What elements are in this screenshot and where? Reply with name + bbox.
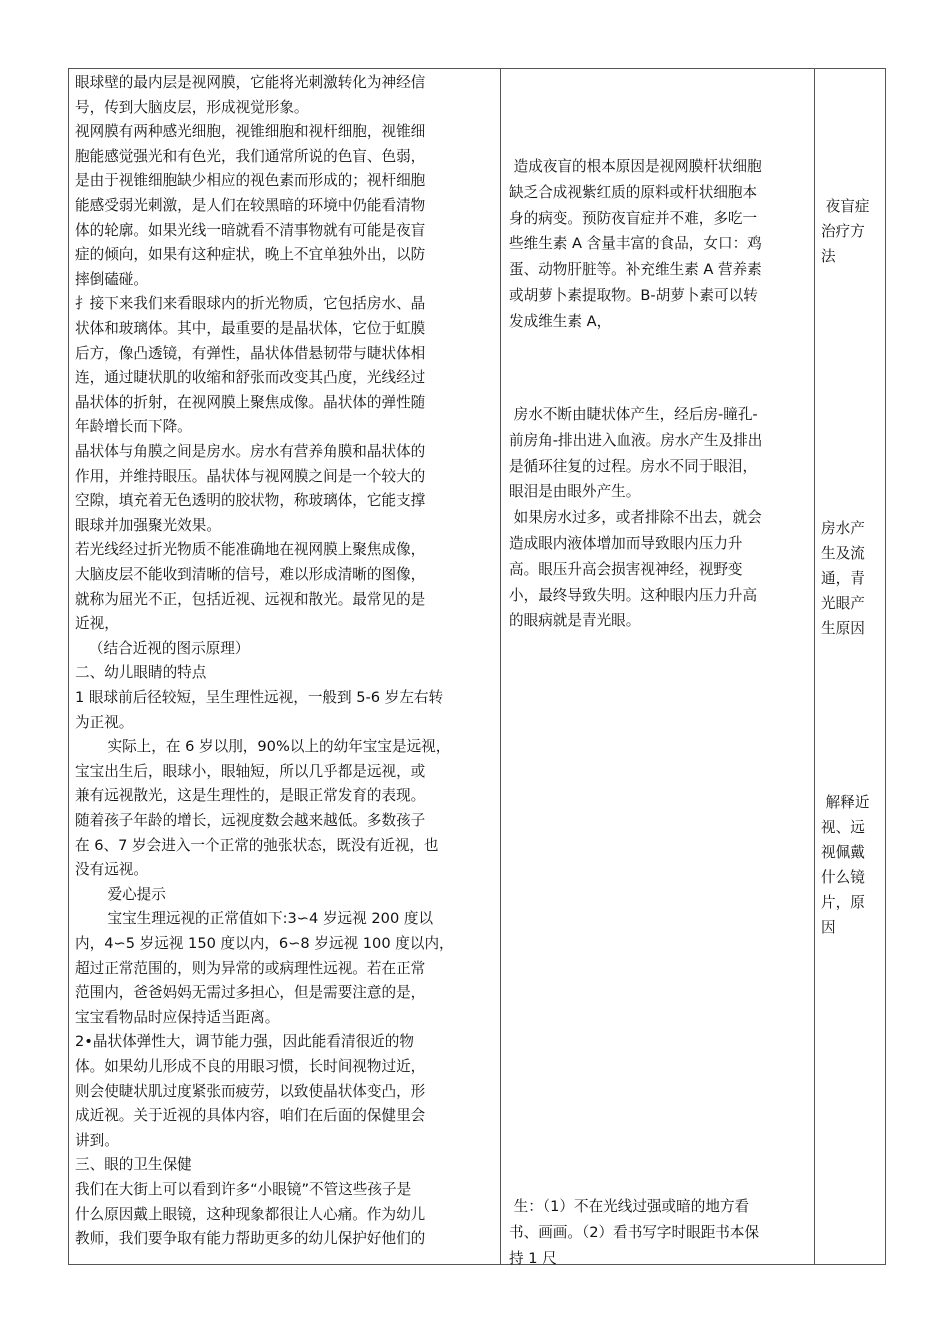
content-line: 讲到。 (75, 1131, 119, 1149)
activity-line: 些维生素 A 含量丰富的食品，女口：鸡 (509, 235, 762, 253)
content-line: 是由于视锥细胞缺少相应的视色素而形成的；视杆细胞 (75, 172, 426, 190)
activity-line: 书、画画。（2）看书写字时眼距书本保 (509, 1223, 760, 1241)
activity-line: 小，最终导致失明。这种眼内压力升高 (509, 586, 758, 604)
activity-line: 发成维生素 A， (509, 312, 612, 330)
content-line: 大脑皮层不能收到清晰的信号，难以形成清晰的图像， (75, 566, 426, 583)
content-line: 在 6、7 岁会进入一个正常的弛张状态，既没有近视，也 (75, 836, 439, 854)
content-line: 摔倒磕碰。 (75, 270, 148, 288)
content-line: 内，4∽5 岁远视 150 度以内，6∽8 岁远视 100 度以内， (75, 935, 454, 952)
content-line: 状体和玻璃体。其中，最重要的是晶状体，它位于虹膜 (75, 320, 426, 337)
intent-note: 生原因 (821, 620, 865, 637)
activity-line: 蛋、动物肝脏等。补充维生素 A 营养素 (509, 261, 762, 279)
activity-line: 是循环往复的过程。房水不同于眼泪， (509, 457, 758, 475)
content-line: 晶状体与角膜之间是房水。房水有营养角膜和晶状体的 (75, 443, 426, 460)
content-line: 体的轮廓。如果光线一暗就看不清事物就有可能是夜盲 (75, 221, 426, 239)
content-line: 扌接下来我们来看眼球内的折光物质，它包括房水、晶 (75, 295, 426, 313)
content-line: 随着孩子年龄的增长，远视度数会越来越低。多数孩子 (75, 812, 426, 829)
activity-line: 缺乏合成视紫红质的原料或杆状细胞本 (509, 183, 758, 201)
intent-note: 视、远 (821, 819, 865, 836)
content-column (69, 69, 501, 1264)
activity-line: 造成夜盲的根本原因是视网膜杆状细胞 (509, 158, 762, 175)
content-line: 超过正常范围的，则为异常的或病理性远视。若在正常 (75, 959, 426, 977)
intent-note: 视佩戴 (821, 844, 865, 861)
content-line: 若光线经过折光物质不能准确地在视网膜上聚焦成像， (75, 541, 426, 559)
activity-line: 前房角-排出进入血液。房水产生及排出 (509, 431, 763, 449)
activity-line: 房水不断由睫状体产生，经后房-瞳孔- (509, 406, 758, 423)
intent-note: 什么镜 (821, 869, 865, 886)
content-line: 二、幼儿眼睛的特点 (75, 664, 207, 682)
intent-note: 夜盲症 (821, 198, 870, 215)
intent-note: 房水产 (821, 520, 865, 537)
content-line: 近视， (75, 615, 119, 633)
activity-line: 身的病变。预防夜盲症并不难，多吃一 (509, 209, 758, 227)
content-line: 视网膜有两种感光细胞，视锥细胞和视杆细胞，视锥细 (75, 123, 426, 141)
activity-line: 持 1 尺 (509, 1249, 557, 1267)
content-line: 爱心提示 (75, 885, 166, 903)
activity-line: 眼泪是由眼外产生。 (509, 483, 641, 501)
intent-note: 因 (821, 919, 836, 936)
activity-line: 如果房水过多，或者排除不出去，就会 (509, 509, 762, 527)
content-line: 眼球壁的最内层是视网膜，它能将光刺激转化为神经信 (75, 74, 426, 91)
content-line: 眼球并加强聚光效果。 (75, 516, 221, 534)
content-line: 后方，像凸透镜，有弹性，晶状体借悬韧带与睫状体相 (75, 344, 426, 362)
intent-column (815, 69, 885, 1264)
intent-note: 解释近 (821, 794, 870, 811)
content-line: 作用，并维持眼压。晶状体与视网膜之间是一个较大的 (75, 467, 426, 485)
content-line: 晶状体的折射，在视网膜上聚焦成像。晶状体的弹性随 (75, 393, 426, 411)
content-line: 我们在大街上可以看到许多“小眼镜”不管这些孩子是 (75, 1181, 412, 1198)
content-line: 1 眼球前后径较短，呈生理性远视，一般到 5-6 岁左右转 (75, 689, 444, 706)
content-line: 实际上，在 6 岁以刖，90%以上的幼年宝宝是远视， (75, 738, 451, 756)
content-line: 胞能感觉强光和有色光，我们通常所说的色盲、色弱， (75, 147, 426, 165)
content-line: 连，通过睫状肌的收缩和舒张而改变其凸度，光线经过 (75, 369, 426, 387)
content-line: 宝宝生理远视的正常值如下:3∽4 岁远视 200 度以 (75, 910, 434, 928)
intent-note: 片，原 (821, 894, 865, 911)
content-line: 成近视。关于近视的具体内容，咱们在后面的保健里会 (75, 1107, 426, 1125)
intent-note: 治疗方 (821, 223, 865, 240)
content-line: 年龄增长而下降。 (75, 418, 192, 436)
content-line: 空隙，填充着无色透明的胶状物，称玻璃体，它能支撑 (75, 492, 426, 510)
content-line: 范围内，爸爸妈妈无需过多担心，但是需要注意的是， (75, 984, 426, 1002)
lesson-table (68, 68, 886, 1265)
content-line: 就称为屈光不正，包括近视、远视和散光。最常见的是 (75, 590, 426, 608)
activity-line: 造成眼内液体增加而导致眼内压力升 (509, 535, 743, 552)
content-line: 兼有远视散光，这是生理性的，是眼正常发育的表现。 (75, 787, 426, 805)
content-line: 症的倾向，如果有这种症状，晚上不宜单独外出，以防 (75, 246, 426, 264)
activity-line: 高。眼压升高会损害视神经，视野变 (509, 560, 743, 578)
intent-note: 通，青 (821, 570, 865, 587)
content-line: 则会使睫状肌过度紧张而疲劳，以致使晶状体变凸，形 (75, 1082, 426, 1100)
content-line: 教师，我们要争取有能力帮助更多的幼儿保护好他们的 (75, 1230, 426, 1248)
intent-note: 法 (821, 248, 836, 265)
content-line: 宝宝出生后，眼球小，眼轴短，所以几乎都是远视，或 (75, 762, 426, 780)
content-line: 号，传到大脑皮层，形成视觉形象。 (75, 98, 309, 116)
activity-line: 的眼病就是青光眼。 (509, 612, 641, 630)
intent-note: 生及流 (821, 545, 865, 562)
content-line: 什么原因戴上眼镜，这种现象都很让人心痛。作为幼儿 (75, 1205, 426, 1223)
content-line: 体。如果幼儿形成不良的用眼习惯，长时间视物过近， (75, 1058, 426, 1075)
content-line: 能感受弱光刺激，是人们在较黑暗的环境中仍能看清物 (75, 197, 426, 214)
content-line: 宝宝看物品时应保持适当距离。 (75, 1008, 280, 1026)
activity-column (501, 69, 815, 1267)
content-line: 没有远视。 (75, 861, 148, 879)
content-line: 2•晶状体弹性大，调节能力强，因此能看清很近的物 (75, 1033, 414, 1051)
intent-note: 光眼产 (821, 595, 865, 612)
content-line: 为正视。 (75, 713, 134, 731)
content-line: （结合近视的图示原理） (75, 639, 250, 657)
content-line: 三、眼的卫生保健 (75, 1156, 192, 1174)
activity-line: 生：（1）不在光线过强或暗的地方看 (509, 1198, 750, 1215)
activity-line: 或胡萝卜素提取物。B-胡萝卜素可以转 (509, 287, 758, 304)
